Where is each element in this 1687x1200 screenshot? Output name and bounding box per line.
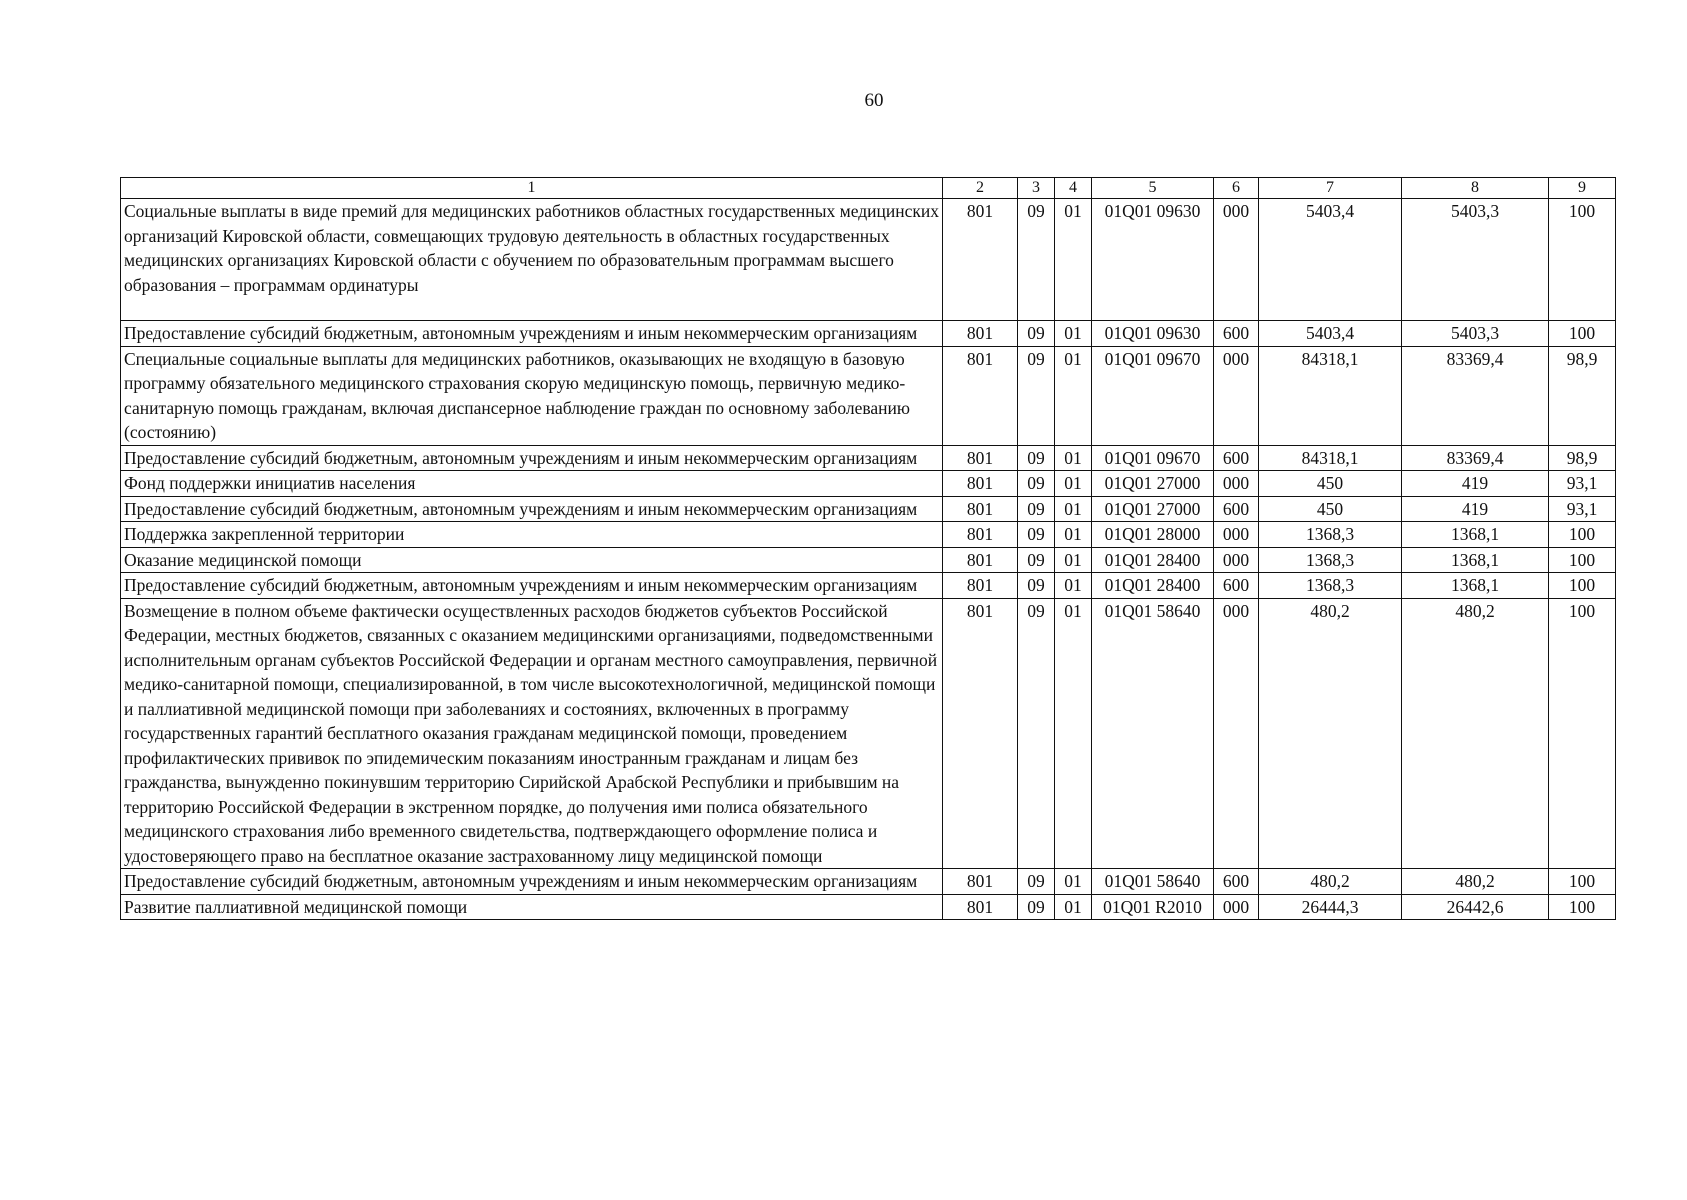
cell-ministry: 801: [943, 346, 1018, 445]
cell-expense-type: 600: [1214, 445, 1259, 471]
cell-target-article: 01Q01 58640: [1092, 598, 1214, 869]
cell-percent: 93,1: [1549, 471, 1616, 497]
table-row: [121, 522, 1616, 548]
cell-executed: 1368,1: [1402, 573, 1549, 599]
cell-section: 09: [1018, 573, 1055, 599]
cell-section: 09: [1018, 346, 1055, 445]
cell-subsection: 01: [1055, 445, 1092, 471]
cell-expense-type: 000: [1214, 471, 1259, 497]
cell-percent: 93,1: [1549, 496, 1616, 522]
cell-planned: 5403,4: [1259, 321, 1402, 347]
cell-ministry: 801: [943, 598, 1018, 869]
cell-subsection: 01: [1055, 522, 1092, 548]
column-header: 8: [1402, 178, 1549, 199]
cell-percent: 100: [1549, 894, 1616, 920]
table-row: [121, 869, 1616, 895]
cell-planned: 1368,3: [1259, 547, 1402, 573]
cell-percent: 100: [1549, 547, 1616, 573]
cell-planned: 1368,3: [1259, 522, 1402, 548]
row-name: Возмещение в полном объеме фактически осуществленных расходов бюджетов субъектов Российской Федерации, местных бюджетов, связанных с оказанием медицинскими организациями, подведомственными исполнительным органам субъектов Российской Федерации и органам местного самоуправления, первичной медико-санитарной помощи, специализированной, в том числе высокотехнологичной, медицинской помощи и паллиативной медицинской помощи при заболеваниях и состояниях, включенных в программу государственных гарантий бесплатного оказания гражданам медицинской помощи, проведением профилактических прививок по эпидемическим показаниям иностранным гражданам и лицам без гражданства, вынужденно покинувшим территорию Сирийской Арабской Республики и прибывшим на территорию Российской Федерации в экстренном порядке, до получения ими полиса обязательного медицинского страхования либо временного свидетельства, подтверждающего оформление полиса и удостоверяющего право на бесплатное оказание застрахованному лицу медицинской помощи: [121, 598, 943, 869]
cell-subsection: 01: [1055, 471, 1092, 497]
cell-executed: 5403,3: [1402, 199, 1549, 321]
table-row: [121, 199, 1616, 321]
cell-percent: 100: [1549, 598, 1616, 869]
cell-expense-type: 600: [1214, 321, 1259, 347]
column-header: 1: [121, 178, 943, 199]
cell-expense-type: 600: [1214, 496, 1259, 522]
cell-target-article: 01Q01 58640: [1092, 869, 1214, 895]
budget-table: [120, 177, 1616, 920]
cell-ministry: 801: [943, 471, 1018, 497]
cell-section: 09: [1018, 496, 1055, 522]
row-name: Специальные социальные выплаты для медицинских работников, оказывающих не входящую в базовую программу обязательного медицинского страхования скорую медицинскую помощь, первичную медико-санитарную помощь гражданам, включая диспансерное наблюдение граждан по основному заболеванию (состоянию): [121, 346, 943, 445]
table-row: [121, 346, 1616, 445]
cell-expense-type: 000: [1214, 547, 1259, 573]
page-number: 60: [864, 90, 884, 111]
table-row: [121, 598, 1616, 869]
cell-executed: 1368,1: [1402, 547, 1549, 573]
column-header: 7: [1259, 178, 1402, 199]
cell-planned: 1368,3: [1259, 573, 1402, 599]
cell-planned: 5403,4: [1259, 199, 1402, 321]
cell-subsection: 01: [1055, 346, 1092, 445]
cell-planned: 26444,3: [1259, 894, 1402, 920]
table-row: [121, 894, 1616, 920]
row-name: Предоставление субсидий бюджетным, автономным учреждениям и иным некоммерческим организациям: [121, 573, 943, 599]
cell-executed: 83369,4: [1402, 346, 1549, 445]
column-header: 9: [1549, 178, 1616, 199]
row-name: Развитие паллиативной медицинской помощи: [121, 894, 943, 920]
cell-executed: 480,2: [1402, 598, 1549, 869]
cell-executed: 419: [1402, 496, 1549, 522]
cell-percent: 98,9: [1549, 346, 1616, 445]
cell-percent: 100: [1549, 573, 1616, 599]
cell-target-article: 01Q01 09670: [1092, 445, 1214, 471]
table-row: [121, 573, 1616, 599]
cell-executed: 419: [1402, 471, 1549, 497]
column-header: 2: [943, 178, 1018, 199]
cell-section: 09: [1018, 522, 1055, 548]
table-row: [121, 445, 1616, 471]
column-header: 3: [1018, 178, 1055, 199]
cell-ministry: 801: [943, 445, 1018, 471]
cell-target-article: 01Q01 28400: [1092, 547, 1214, 573]
cell-target-article: 01Q01 27000: [1092, 471, 1214, 497]
table-row: [121, 321, 1616, 347]
cell-target-article: 01Q01 09630: [1092, 199, 1214, 321]
cell-target-article: 01Q01 28400: [1092, 573, 1214, 599]
cell-ministry: 801: [943, 496, 1018, 522]
cell-planned: 480,2: [1259, 869, 1402, 895]
row-name: Предоставление субсидий бюджетным, автономным учреждениям и иным некоммерческим организациям: [121, 496, 943, 522]
cell-section: 09: [1018, 547, 1055, 573]
cell-executed: 1368,1: [1402, 522, 1549, 548]
cell-ministry: 801: [943, 522, 1018, 548]
cell-subsection: 01: [1055, 547, 1092, 573]
cell-subsection: 01: [1055, 321, 1092, 347]
row-name: Предоставление субсидий бюджетным, автономным учреждениям и иным некоммерческим организациям: [121, 869, 943, 895]
cell-expense-type: 000: [1214, 894, 1259, 920]
cell-section: 09: [1018, 445, 1055, 471]
row-name: Предоставление субсидий бюджетным, автономным учреждениям и иным некоммерческим организациям: [121, 321, 943, 347]
cell-ministry: 801: [943, 547, 1018, 573]
cell-subsection: 01: [1055, 869, 1092, 895]
cell-expense-type: 600: [1214, 869, 1259, 895]
cell-planned: 450: [1259, 471, 1402, 497]
cell-section: 09: [1018, 471, 1055, 497]
cell-expense-type: 000: [1214, 522, 1259, 548]
cell-subsection: 01: [1055, 199, 1092, 321]
table-row: [121, 471, 1616, 497]
column-header: 5: [1092, 178, 1214, 199]
cell-subsection: 01: [1055, 573, 1092, 599]
cell-target-article: 01Q01 28000: [1092, 522, 1214, 548]
cell-section: 09: [1018, 321, 1055, 347]
row-name: Социальные выплаты в виде премий для медицинских работников областных государственных медицинских организаций Кировской области, совмещающих трудовую деятельность в областных государственных медицинских организациях Кировской области с обучением по образовательным программам высшего образования – программам ординатуры: [121, 199, 943, 321]
row-name: Поддержка закрепленной территории: [121, 522, 943, 548]
cell-section: 09: [1018, 199, 1055, 321]
row-name: Предоставление субсидий бюджетным, автономным учреждениям и иным некоммерческим организациям: [121, 445, 943, 471]
cell-ministry: 801: [943, 894, 1018, 920]
cell-target-article: 01Q01 09670: [1092, 346, 1214, 445]
cell-expense-type: 000: [1214, 598, 1259, 869]
cell-percent: 98,9: [1549, 445, 1616, 471]
cell-subsection: 01: [1055, 496, 1092, 522]
cell-executed: 5403,3: [1402, 321, 1549, 347]
cell-planned: 450: [1259, 496, 1402, 522]
cell-target-article: 01Q01 R2010: [1092, 894, 1214, 920]
cell-ministry: 801: [943, 321, 1018, 347]
cell-ministry: 801: [943, 573, 1018, 599]
cell-executed: 83369,4: [1402, 445, 1549, 471]
table-row: [121, 547, 1616, 573]
row-name: Фонд поддержки инициатив населения: [121, 471, 943, 497]
cell-expense-type: 600: [1214, 573, 1259, 599]
cell-percent: 100: [1549, 869, 1616, 895]
cell-planned: 84318,1: [1259, 346, 1402, 445]
cell-percent: 100: [1549, 522, 1616, 548]
cell-section: 09: [1018, 869, 1055, 895]
cell-target-article: 01Q01 09630: [1092, 321, 1214, 347]
cell-target-article: 01Q01 27000: [1092, 496, 1214, 522]
cell-executed: 480,2: [1402, 869, 1549, 895]
cell-subsection: 01: [1055, 894, 1092, 920]
column-header: 4: [1055, 178, 1092, 199]
cell-planned: 480,2: [1259, 598, 1402, 869]
cell-expense-type: 000: [1214, 346, 1259, 445]
cell-ministry: 801: [943, 199, 1018, 321]
cell-section: 09: [1018, 598, 1055, 869]
cell-subsection: 01: [1055, 598, 1092, 869]
cell-percent: 100: [1549, 321, 1616, 347]
cell-executed: 26442,6: [1402, 894, 1549, 920]
row-name: Оказание медицинской помощи: [121, 547, 943, 573]
cell-ministry: 801: [943, 869, 1018, 895]
table-row: [121, 496, 1616, 522]
cell-planned: 84318,1: [1259, 445, 1402, 471]
column-header: 6: [1214, 178, 1259, 199]
cell-expense-type: 000: [1214, 199, 1259, 321]
cell-percent: 100: [1549, 199, 1616, 321]
header-row: [121, 178, 1616, 199]
cell-section: 09: [1018, 894, 1055, 920]
